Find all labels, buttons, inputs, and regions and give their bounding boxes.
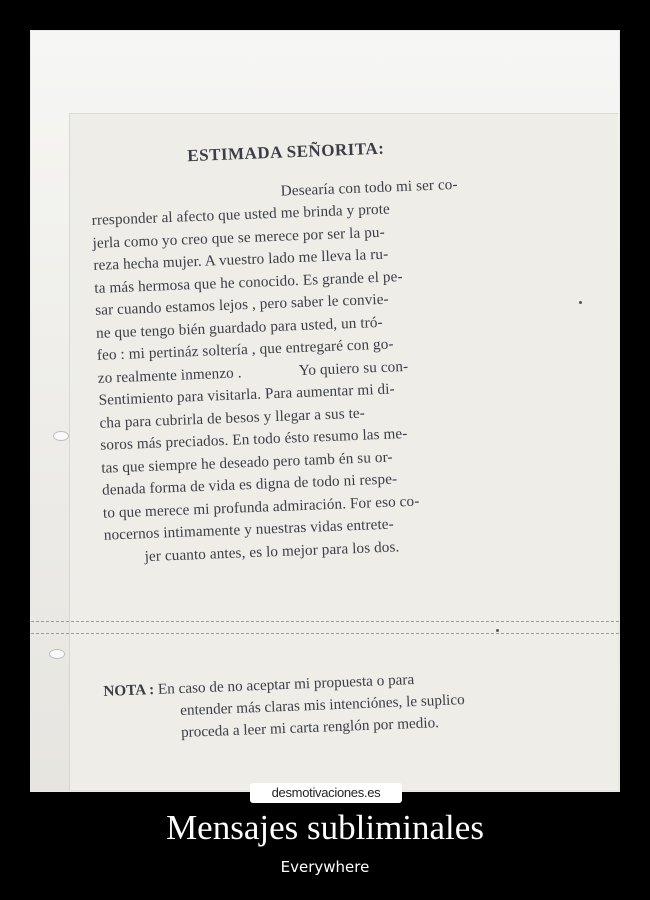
dashed-divider-bottom bbox=[31, 633, 619, 634]
letter-line: feo : mi pertináz soltería , que entregaré con go- bbox=[96, 335, 394, 364]
letter-line: ta más hermosa que he conocido. Es grande el pe- bbox=[94, 267, 403, 297]
speck-mark bbox=[496, 629, 499, 632]
watermark-badge: desmotivaciones.es bbox=[250, 783, 402, 803]
speck-mark bbox=[579, 301, 582, 304]
letter-line: rresponder al afecto que usted me brinda y prote bbox=[91, 200, 391, 229]
punch-hole-icon bbox=[49, 649, 65, 659]
dashed-divider-top bbox=[31, 621, 619, 622]
poster-photo bbox=[30, 30, 620, 792]
letter-line: Sentimiento para visitarla. Para aumentar mi di- bbox=[98, 380, 395, 409]
letter-line: sar cuando estamos lejos , pero saber le convie- bbox=[94, 290, 389, 319]
letter-line: nocernos intimamente y nuestras vidas entrete- bbox=[103, 515, 395, 544]
letter-line: ne que tengo bién guardado para usted, un tró- bbox=[95, 313, 383, 342]
letter-line: cha para cubrirla de besos y llegar a sus te- bbox=[99, 404, 366, 432]
letter-line: jer cuanto antes, es lo mejor para los dos. bbox=[144, 537, 400, 565]
letter-line: soros más preciados. En todo ésto resumo las me- bbox=[100, 424, 408, 454]
caption-subtitle: Everywhere bbox=[280, 858, 370, 876]
note-line: En caso de no aceptar mi propuesta o para bbox=[157, 671, 415, 698]
letter-line: jerla como yo creo que se merece por ser la pu- bbox=[92, 223, 386, 252]
note-line: entender más claras mis intenciónes, le suplico bbox=[179, 691, 465, 720]
letter-title: ESTIMADA SEÑORITA: bbox=[186, 138, 385, 166]
letter-line: Desearía con todo mi ser co- bbox=[280, 175, 458, 200]
letter-line: zo realmente inmenzo . bbox=[97, 363, 242, 387]
letter-line: denada forma de vida es digna de todo ni respe- bbox=[101, 470, 398, 499]
letter-line: Yo quiero su con- bbox=[298, 357, 409, 379]
caption-title: Mensajes subliminales bbox=[166, 808, 484, 847]
note-line: proceda a leer mi carta renglón por medio. bbox=[180, 714, 440, 742]
letter-line: tas que siempre he deseado pero tamb én su or- bbox=[100, 448, 393, 477]
punch-hole-icon bbox=[53, 431, 69, 441]
letter-line: reza hecha mujer. A vuestro lado me lleva la ru- bbox=[93, 245, 389, 274]
note-label: NOTA : bbox=[103, 681, 155, 700]
letter-body bbox=[89, 131, 575, 570]
letter-line: to que merece mi profunda admiración. For eso co- bbox=[102, 492, 420, 522]
